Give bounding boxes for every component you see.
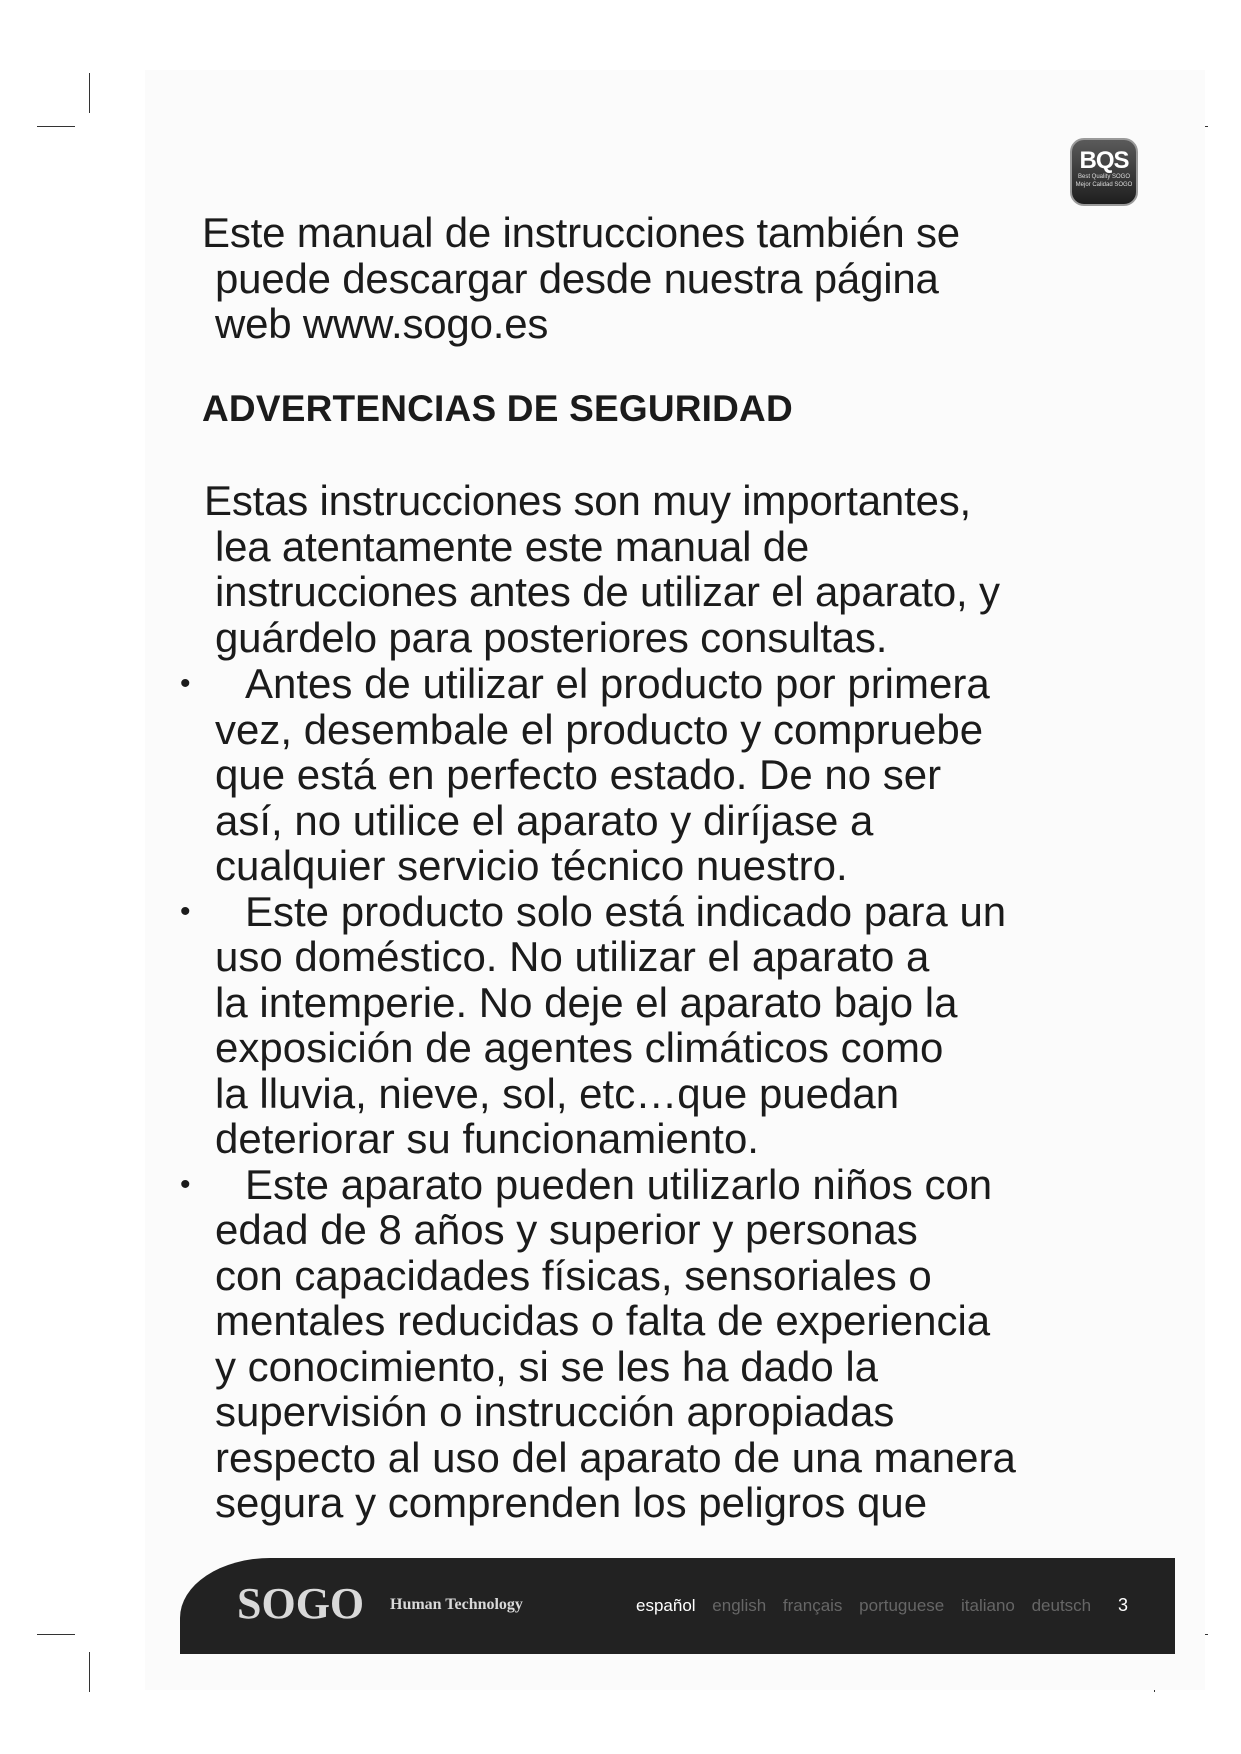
bullet-line: exposición de agentes climáticos como <box>215 1024 944 1071</box>
bullet-item <box>180 1162 1016 1526</box>
bullet-line: Este aparato pueden utilizarlo niños con <box>245 1160 993 1208</box>
bullet-line: supervisión o instrucción apropiadas <box>215 1388 895 1435</box>
bullet-line: edad de 8 años y superior y personas <box>215 1206 918 1253</box>
language-item: english <box>712 1596 767 1615</box>
bullet-list <box>180 661 1016 1526</box>
bullet-line: que está en perfecto estado. De no ser <box>215 751 942 798</box>
bullet-line: la intemperie. No deje el aparato bajo la <box>215 978 958 1026</box>
bullet-line: la lluvia, nieve, sol, etc…que puedan <box>215 1069 900 1117</box>
language-item: español <box>636 1596 696 1615</box>
body-line: instrucciones antes de utilizar el aparato, y <box>215 568 1000 615</box>
body-line: guárdelo para posteriores consultas. <box>215 613 888 661</box>
body-paragraph <box>204 478 1000 660</box>
language-item: italiano <box>960 1596 1015 1615</box>
bullet-line: con capacidades físicas, sensoriales o <box>215 1251 932 1299</box>
bullet-item <box>180 661 1016 889</box>
bullet-symbol: • <box>180 894 191 928</box>
language-item: deutsch <box>1031 1596 1092 1615</box>
language-item: portuguese <box>859 1596 945 1615</box>
crop-mark <box>89 73 90 113</box>
bullet-symbol: • <box>180 1167 191 1201</box>
intro-line: puede descargar desde nuestra página <box>215 254 939 302</box>
bqs-line-2: Mejor Calidad SOGO <box>1075 182 1133 188</box>
intro-line: Este manual de instrucciones también se <box>202 209 960 256</box>
crop-mark <box>37 126 75 127</box>
sogo-logo: SOGO <box>237 1579 365 1628</box>
crop-mark <box>37 1634 75 1635</box>
crop-mark <box>89 1652 90 1692</box>
bullet-line: deteriorar su funcionamiento. <box>215 1115 759 1162</box>
page-number: 3 <box>1118 1595 1129 1615</box>
bullet-line: uso doméstico. No utilizar el aparato a <box>215 933 930 980</box>
bullet-line: Este producto solo está indicado para un <box>245 887 1007 935</box>
bullet-line: respecto al uso del aparato de una manera <box>215 1433 1016 1481</box>
intro-paragraph <box>202 210 960 347</box>
brand-tagline: Human Technology <box>390 1596 523 1613</box>
bullet-item <box>180 889 1016 1162</box>
bqs-logo-text: BQS <box>1079 147 1129 174</box>
bullet-symbol: • <box>180 667 191 700</box>
intro-line: web www.sogo.es <box>215 300 549 347</box>
bullet-line: mentales reducidas o falta de experiencia <box>215 1297 991 1344</box>
bullet-line: Antes de utilizar el producto por primera <box>245 660 990 707</box>
bullet-line: vez, desembale el producto y compruebe <box>215 705 984 753</box>
bullet-line: cualquier servicio técnico nuestro. <box>215 842 848 889</box>
bqs-line-1: Best Quality SOGO <box>1077 174 1131 180</box>
bullet-line: así, no utilice el aparato y diríjase a <box>215 796 874 844</box>
section-heading: ADVERTENCIAS DE SEGURIDAD <box>202 388 793 429</box>
language-item: français <box>782 1596 843 1615</box>
body-line: lea atentamente este manual de <box>215 522 810 570</box>
bullet-line: y conocimiento, si se les ha dado la <box>215 1342 879 1390</box>
body-line: Estas instrucciones son muy importantes, <box>204 477 971 524</box>
language-list <box>636 1596 1103 1616</box>
bullet-line: segura y comprenden los peligros que <box>215 1479 928 1526</box>
bqs-badge <box>1070 138 1138 206</box>
